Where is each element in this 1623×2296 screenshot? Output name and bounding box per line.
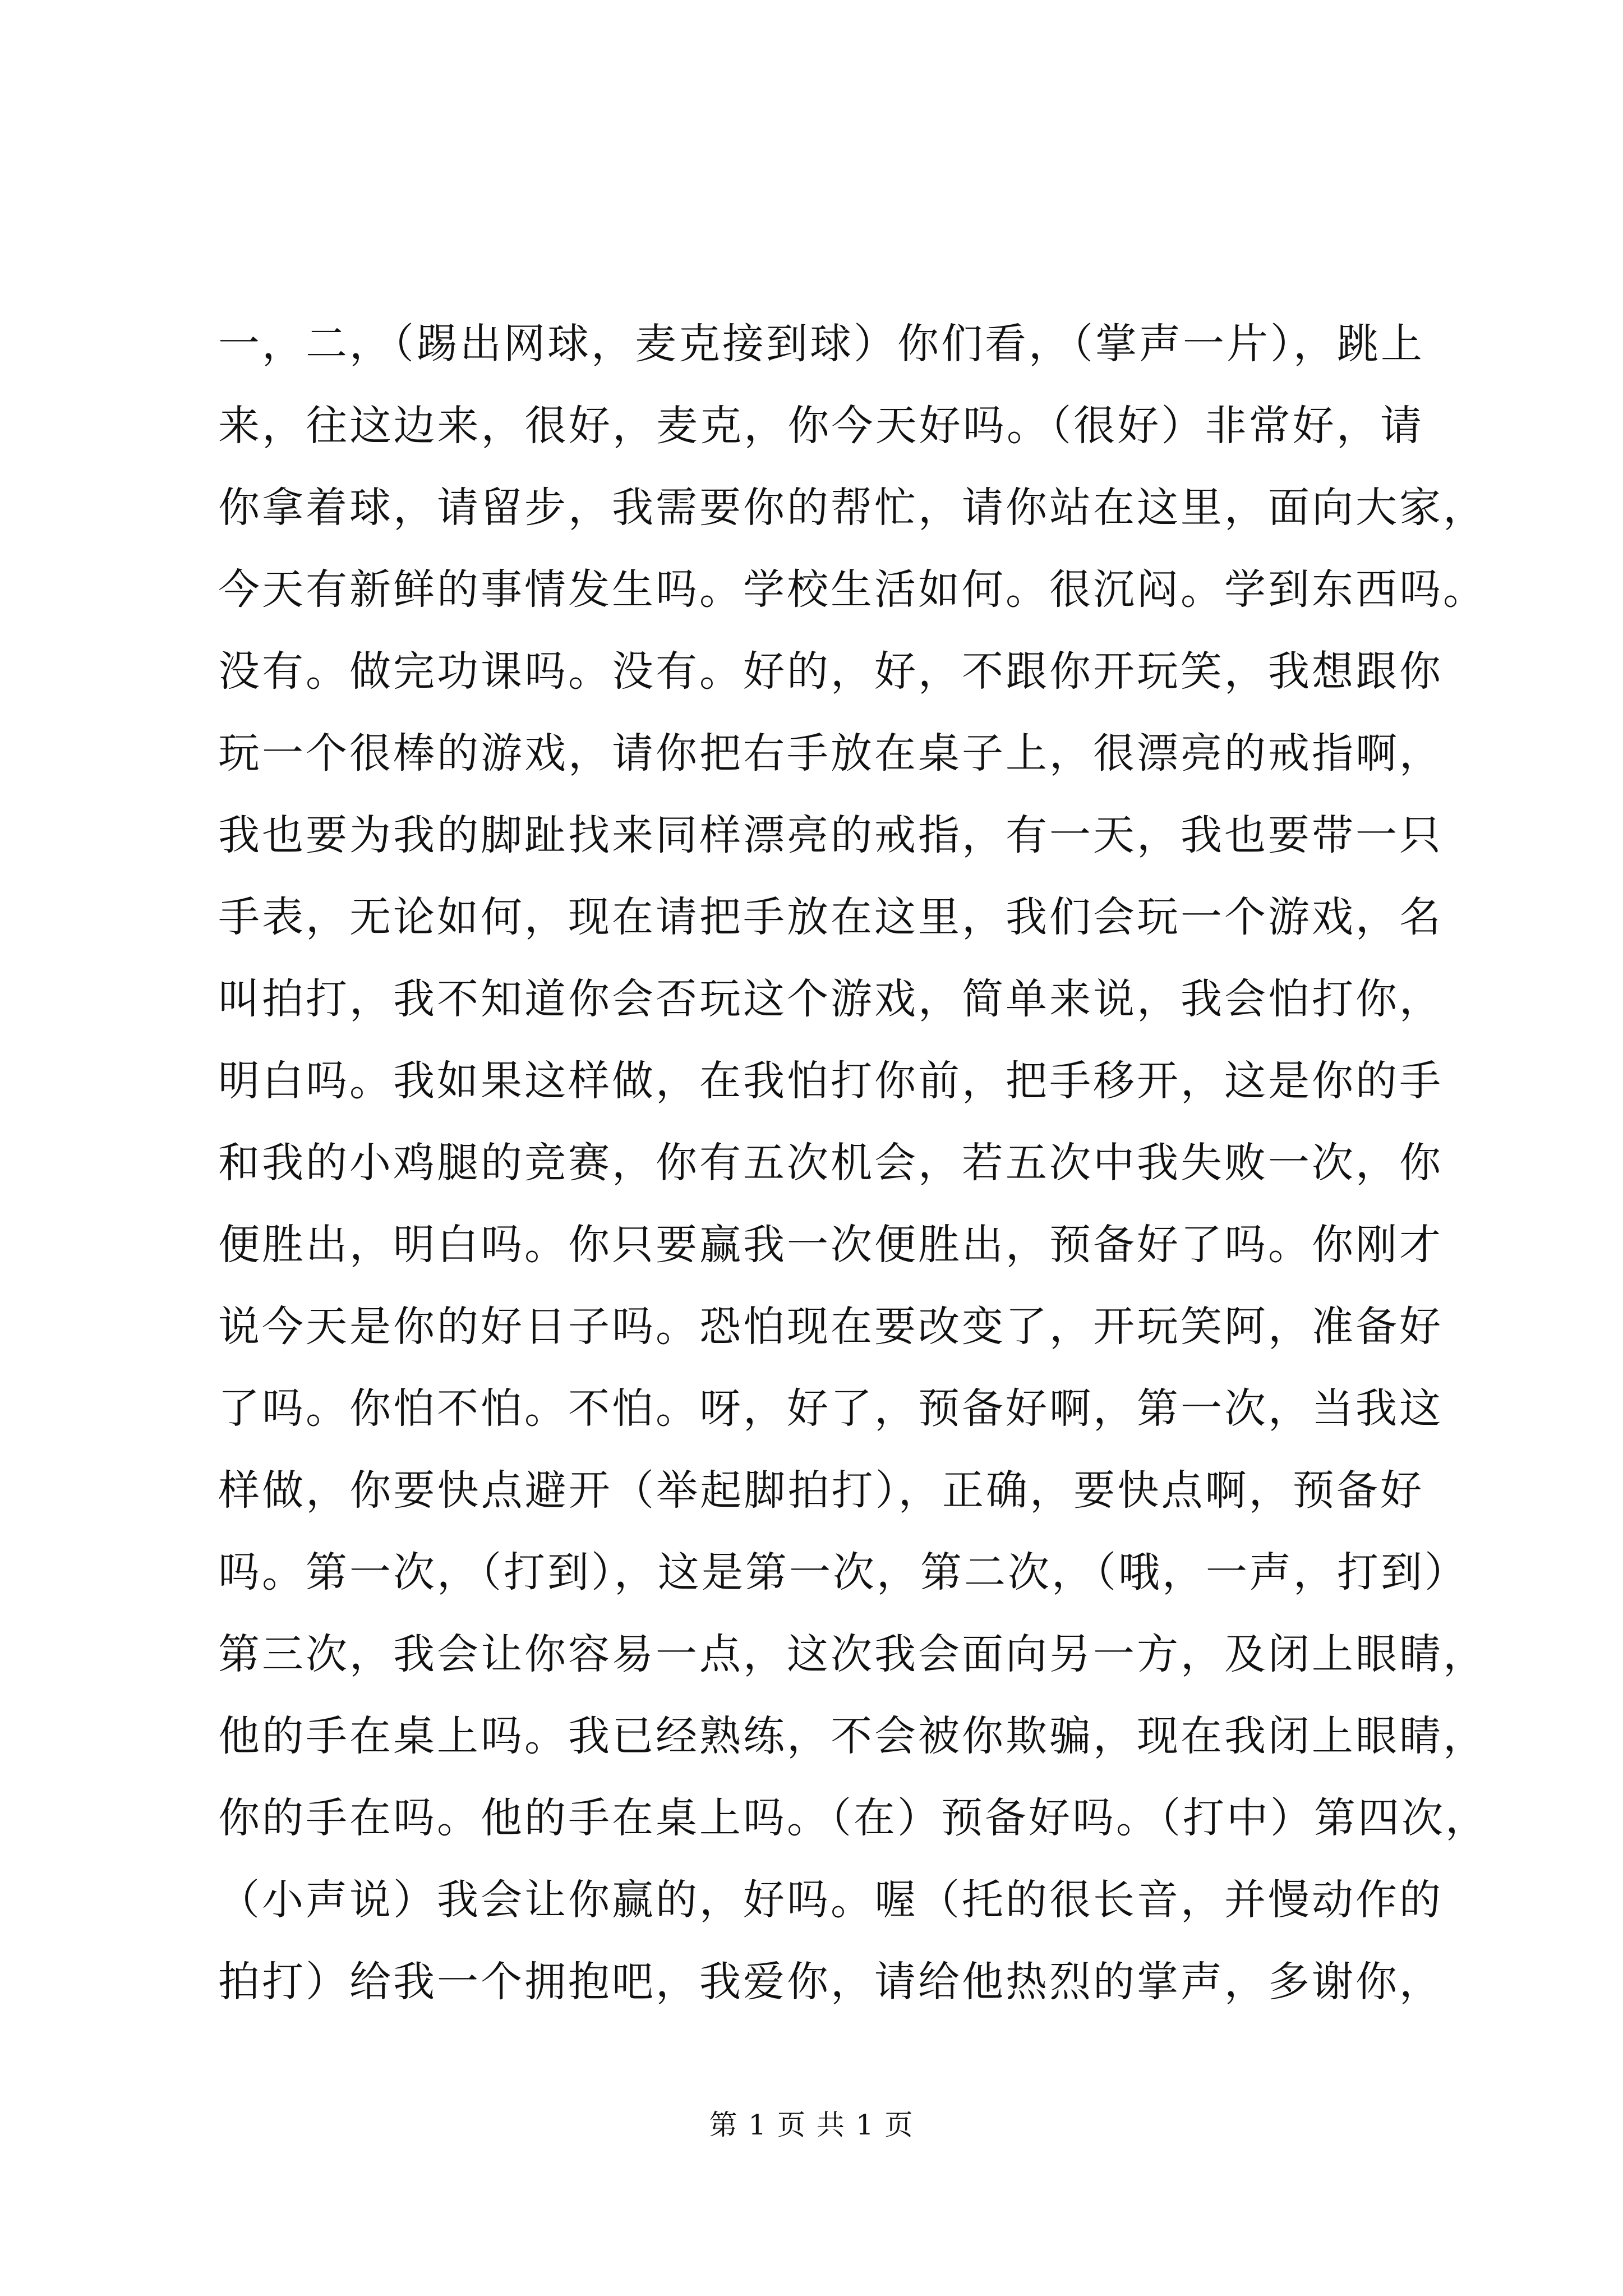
text-line: 吗。第一次，（打到），这是第一次，第二次，（哦，一声，打到） [218,1548,1468,1596]
text-line: 今天有新鲜的事情发生吗。学校生活如何。很沉闷。学到东西吗。 [218,565,1487,614]
text-line: 来，往这边来，很好，麦克，你今天好吗。（很好）非常好，请 [218,402,1424,450]
text-line: 拍打）给我一个拥抱吧，我爱你，请给他热烈的掌声，多谢你， [218,1958,1443,2006]
text-line: （小声说）我会让你赢的，好吗。喔（托的很长音，并慢动作的 [218,1876,1443,1924]
text-line: 他的手在桌上吗。我已经熟练，不会被你欺骗，现在我闭上眼睛， [218,1712,1487,1760]
text-line: 你拿着球，请留步，我需要你的帮忙，请你站在这里，面向大家， [218,484,1487,532]
text-line: 玩一个很棒的游戏，请你把右手放在桌子上，很漂亮的戒指啊， [218,729,1443,777]
text-line: 手表，无论如何，现在请把手放在这里，我们会玩一个游戏，名 [218,893,1443,941]
text-line: 叫拍打，我不知道你会否玩这个游戏，简单来说，我会怕打你， [218,975,1443,1023]
text-line: 我也要为我的脚趾找来同样漂亮的戒指，有一天，我也要带一只 [218,811,1443,859]
text-line: 样做，你要快点避开（举起脚拍打），正确，要快点啊，预备好 [218,1466,1424,1515]
text-line: 了吗。你怕不怕。不怕。呀，好了，预备好啊，第一次，当我这 [218,1384,1443,1433]
text-line: 便胜出，明白吗。你只要赢我一次便胜出，预备好了吗。你刚才 [218,1221,1443,1269]
text-line: 第三次，我会让你容易一点，这次我会面向另一方，及闭上眼睛， [218,1630,1487,1678]
text-line: 一，二，（踢出网球，麦克接到球）你们看，（掌声一片），跳上 [218,320,1424,368]
page-number-footer: 第 1 页 共 1 页 [709,2109,914,2141]
text-line: 明白吗。我如果这样做，在我怕打你前，把手移开，这是你的手 [218,1057,1443,1105]
text-line: 没有。做完功课吗。没有。好的，好，不跟你开玩笑，我想跟你 [218,647,1443,696]
text-line: 说今天是你的好日子吗。恐怕现在要改变了，开玩笑阿，准备好 [218,1303,1443,1351]
text-line: 你的手在吗。他的手在桌上吗。（在）预备好吗。（打中）第四次， [218,1794,1489,1842]
text-line: 和我的小鸡腿的竞赛，你有五次机会，若五次中我失败一次，你 [218,1139,1443,1187]
body-text [218,303,1489,2023]
